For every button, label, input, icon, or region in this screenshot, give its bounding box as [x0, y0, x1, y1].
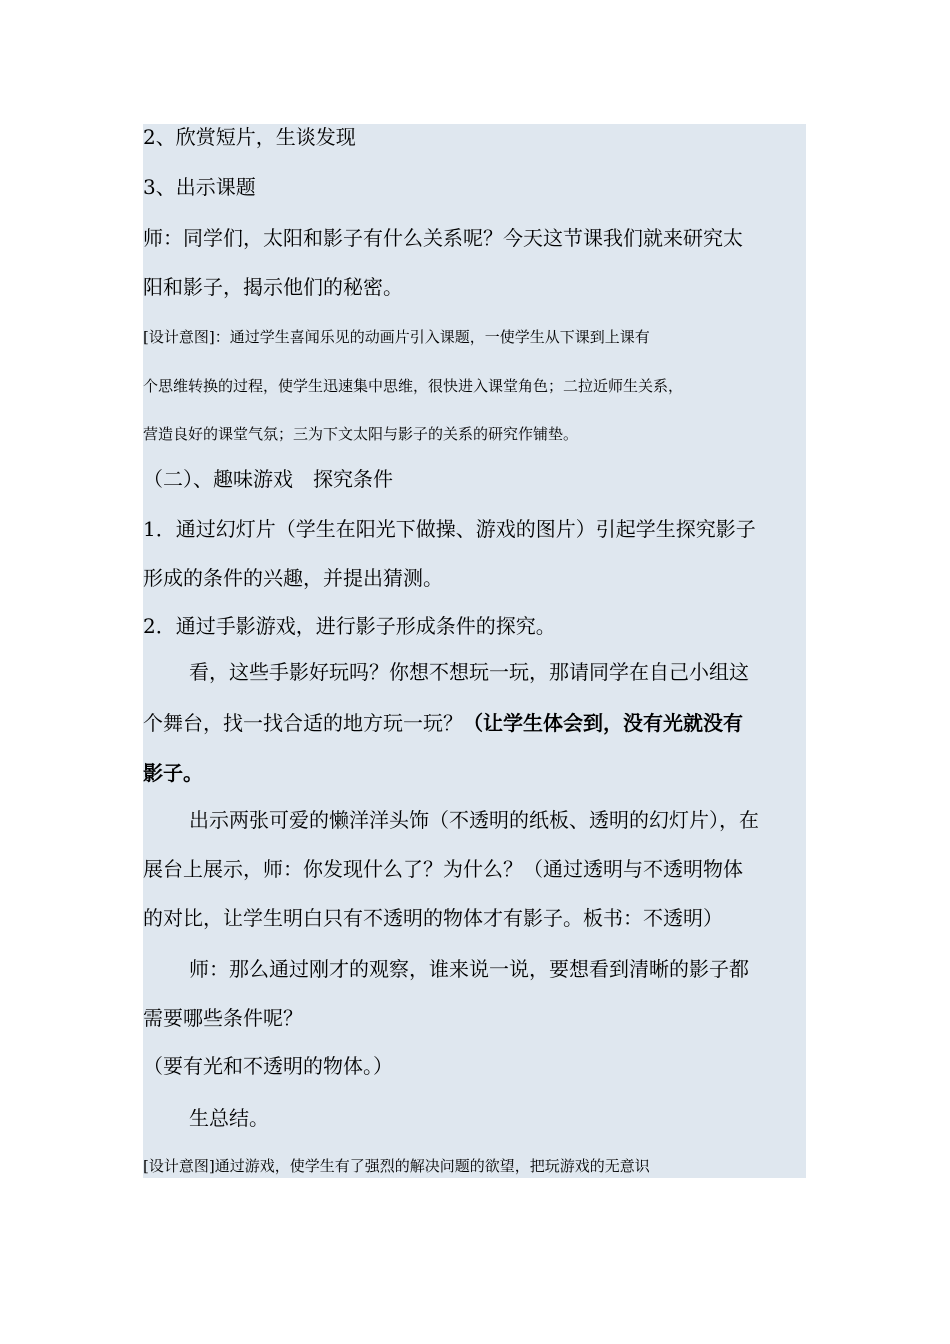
text-line: 3、出示课题: [143, 175, 256, 199]
text-line: 师：同学们，太阳和影子有什么关系呢？今天这节课我们就来研究太: [143, 226, 743, 250]
text-line: 阳和影子，揭示他们的秘密。: [143, 275, 403, 299]
text-line: 出示两张可爱的懒洋洋头饰（不透明的纸板、透明的幻灯片），在: [189, 808, 759, 832]
design-intent-line: [设计意图]：通过学生喜闻乐见的动画片引入课题，一使学生从下课到上课有: [143, 328, 650, 346]
section-heading: （二）、趣味游戏 探究条件: [143, 467, 393, 491]
text-line: 2．通过手影游戏，进行影子形成条件的探究。: [143, 614, 556, 638]
text-line: 2、欣赏短片，生谈发现: [143, 125, 356, 149]
document-page: [143, 124, 806, 1178]
design-intent-line: 个思维转换的过程，使学生迅速集中思维，很快进入课堂角色；二拉近师生关系，: [143, 377, 684, 395]
design-intent-line: 营造良好的课堂气氛；三为下文太阳与影子的关系的研究作铺垫。: [143, 425, 579, 443]
text-line: 展台上展示，师：你发现什么了？为什么？（通过透明与不透明物体: [143, 857, 743, 881]
design-intent-line: [设计意图]通过游戏，使学生有了强烈的解决问题的欲望，把玩游戏的无意识: [143, 1157, 650, 1175]
bold-text-segment: （让学生体会到，没有光就没有: [463, 711, 743, 735]
text-line: 看，这些手影好玩吗？你想不想玩一玩，那请同学在自己小组这: [189, 660, 749, 684]
text-line: 生总结。: [189, 1106, 269, 1130]
text-line: 形成的条件的兴趣，并提出猜测。: [143, 566, 443, 590]
text-line: （要有光和不透明的物体。）: [143, 1054, 393, 1078]
text-segment: 个舞台，找一找合适的地方玩一玩？: [143, 711, 463, 735]
text-line: 需要哪些条件呢？: [143, 1006, 303, 1030]
bold-text-line: 影子。: [143, 761, 203, 785]
text-line: 师：那么通过刚才的观察，谁来说一说，要想看到清晰的影子都: [189, 957, 749, 981]
text-line: [143, 711, 743, 735]
text-line: 1．通过幻灯片（学生在阳光下做操、游戏的图片）引起学生探究影子: [143, 517, 756, 541]
text-line: 的对比，让学生明白只有不透明的物体才有影子。板书：不透明）: [143, 906, 723, 930]
